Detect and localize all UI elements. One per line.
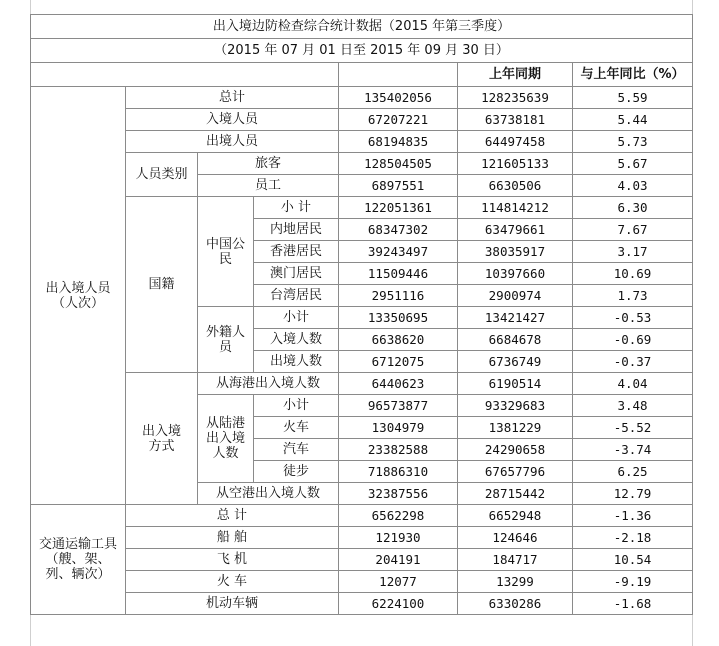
- value-last-year: 6652948: [458, 505, 573, 527]
- header-blank: [31, 63, 339, 87]
- value-last-year: 1381229: [458, 417, 573, 439]
- table-row: [31, 87, 693, 109]
- row-label: 小计: [254, 395, 339, 417]
- value-current: 71886310: [339, 461, 458, 483]
- row-label: 入境人数: [254, 329, 339, 351]
- value-last-year: 114814212: [458, 197, 573, 219]
- table-row: [31, 197, 693, 219]
- value-last-year: 121605133: [458, 153, 573, 175]
- table-period: （2015 年 07 月 01 日至 2015 年 09 月 30 日）: [31, 39, 693, 63]
- value-current: 32387556: [339, 483, 458, 505]
- table-row: [31, 527, 693, 549]
- value-yoy: -3.74: [573, 439, 693, 461]
- table-row: [31, 571, 693, 593]
- value-current: 6224100: [339, 593, 458, 615]
- row-label: 火车: [254, 417, 339, 439]
- value-yoy: 3.48: [573, 395, 693, 417]
- value-yoy: 4.04: [573, 373, 693, 395]
- value-current: 23382588: [339, 439, 458, 461]
- value-yoy: -0.69: [573, 329, 693, 351]
- group-person-type: 人员类别: [126, 153, 198, 197]
- value-yoy: -0.37: [573, 351, 693, 373]
- header-yoy: 与上年同比（%）: [573, 63, 693, 87]
- row-label: 机动车辆: [126, 593, 339, 615]
- row-label: 入境人员: [126, 109, 339, 131]
- value-yoy: -9.19: [573, 571, 693, 593]
- group-vehicles: 交通运输工具（艘、架、列、辆次）: [31, 505, 126, 615]
- value-yoy: 10.54: [573, 549, 693, 571]
- table-row: [31, 549, 693, 571]
- value-current: 67207221: [339, 109, 458, 131]
- group-land-port: 从陆港出入境人数: [198, 395, 254, 483]
- group-chinese: 中国公民: [198, 197, 254, 307]
- value-last-year: 28715442: [458, 483, 573, 505]
- value-current: 122051361: [339, 197, 458, 219]
- value-last-year: 13421427: [458, 307, 573, 329]
- value-current: 68194835: [339, 131, 458, 153]
- value-last-year: 63738181: [458, 109, 573, 131]
- value-yoy: 7.67: [573, 219, 693, 241]
- value-current: 1304979: [339, 417, 458, 439]
- group-foreigners: 外籍人员: [198, 307, 254, 373]
- value-yoy: -5.52: [573, 417, 693, 439]
- row-label: 香港居民: [254, 241, 339, 263]
- header-row: [31, 63, 693, 87]
- row-label: 员工: [198, 175, 339, 197]
- group-mode: 出入境方式: [126, 373, 198, 505]
- value-last-year: 124646: [458, 527, 573, 549]
- value-yoy: 5.67: [573, 153, 693, 175]
- value-yoy: 5.59: [573, 87, 693, 109]
- value-yoy: 4.03: [573, 175, 693, 197]
- value-last-year: 67657796: [458, 461, 573, 483]
- value-yoy: -0.53: [573, 307, 693, 329]
- value-yoy: 1.73: [573, 285, 693, 307]
- value-current: 2951116: [339, 285, 458, 307]
- value-yoy: -1.68: [573, 593, 693, 615]
- value-last-year: 6736749: [458, 351, 573, 373]
- row-label: 总计: [126, 87, 339, 109]
- table-row: [31, 593, 693, 615]
- row-label: 小计: [254, 307, 339, 329]
- row-label: 总 计: [126, 505, 339, 527]
- value-current: 6897551: [339, 175, 458, 197]
- row-label: 飞 机: [126, 549, 339, 571]
- value-yoy: 6.25: [573, 461, 693, 483]
- value-current: 6638620: [339, 329, 458, 351]
- row-label: 内地居民: [254, 219, 339, 241]
- value-last-year: 38035917: [458, 241, 573, 263]
- value-current: 135402056: [339, 87, 458, 109]
- value-current: 6712075: [339, 351, 458, 373]
- value-current: 204191: [339, 549, 458, 571]
- value-yoy: 6.30: [573, 197, 693, 219]
- table-row: [31, 153, 693, 175]
- value-current: 12077: [339, 571, 458, 593]
- value-yoy: 5.73: [573, 131, 693, 153]
- row-label: 汽车: [254, 439, 339, 461]
- row-label: 出境人数: [254, 351, 339, 373]
- value-current: 39243497: [339, 241, 458, 263]
- table-row: [31, 505, 693, 527]
- value-yoy: 5.44: [573, 109, 693, 131]
- group-nationality: 国籍: [126, 197, 198, 373]
- value-last-year: 6630506: [458, 175, 573, 197]
- row-label: 出境人员: [126, 131, 339, 153]
- value-last-year: 24290658: [458, 439, 573, 461]
- group-persons: 出入境人员（人次）: [31, 87, 126, 505]
- row-label: 从海港出入境人数: [198, 373, 339, 395]
- value-current: 13350695: [339, 307, 458, 329]
- value-last-year: 93329683: [458, 395, 573, 417]
- statistics-table: [30, 14, 693, 615]
- value-yoy: -2.18: [573, 527, 693, 549]
- title-row: [31, 15, 693, 39]
- row-label: 澳门居民: [254, 263, 339, 285]
- value-last-year: 128235639: [458, 87, 573, 109]
- row-label: 台湾居民: [254, 285, 339, 307]
- value-yoy: 3.17: [573, 241, 693, 263]
- value-current: 6440623: [339, 373, 458, 395]
- value-last-year: 63479661: [458, 219, 573, 241]
- value-last-year: 6330286: [458, 593, 573, 615]
- value-last-year: 10397660: [458, 263, 573, 285]
- table-title: 出入境边防检查综合统计数据（2015 年第三季度）: [31, 15, 693, 39]
- value-last-year: 184717: [458, 549, 573, 571]
- value-current: 11509446: [339, 263, 458, 285]
- value-current: 121930: [339, 527, 458, 549]
- row-label: 徒步: [254, 461, 339, 483]
- value-current: 128504505: [339, 153, 458, 175]
- row-label: 旅客: [198, 153, 339, 175]
- table-row: [31, 373, 693, 395]
- value-last-year: 64497458: [458, 131, 573, 153]
- value-yoy: 12.79: [573, 483, 693, 505]
- row-label: 火 车: [126, 571, 339, 593]
- value-last-year: 13299: [458, 571, 573, 593]
- value-last-year: 2900974: [458, 285, 573, 307]
- row-label: 从空港出入境人数: [198, 483, 339, 505]
- row-label: 船 舶: [126, 527, 339, 549]
- header-last-year: 上年同期: [458, 63, 573, 87]
- row-label: 小 计: [254, 197, 339, 219]
- table-row: [31, 131, 693, 153]
- value-current: 68347302: [339, 219, 458, 241]
- table-row: [31, 109, 693, 131]
- header-current: [339, 63, 458, 87]
- value-last-year: 6190514: [458, 373, 573, 395]
- period-row: [31, 39, 693, 63]
- value-current: 6562298: [339, 505, 458, 527]
- value-yoy: -1.36: [573, 505, 693, 527]
- value-last-year: 6684678: [458, 329, 573, 351]
- value-current: 96573877: [339, 395, 458, 417]
- value-yoy: 10.69: [573, 263, 693, 285]
